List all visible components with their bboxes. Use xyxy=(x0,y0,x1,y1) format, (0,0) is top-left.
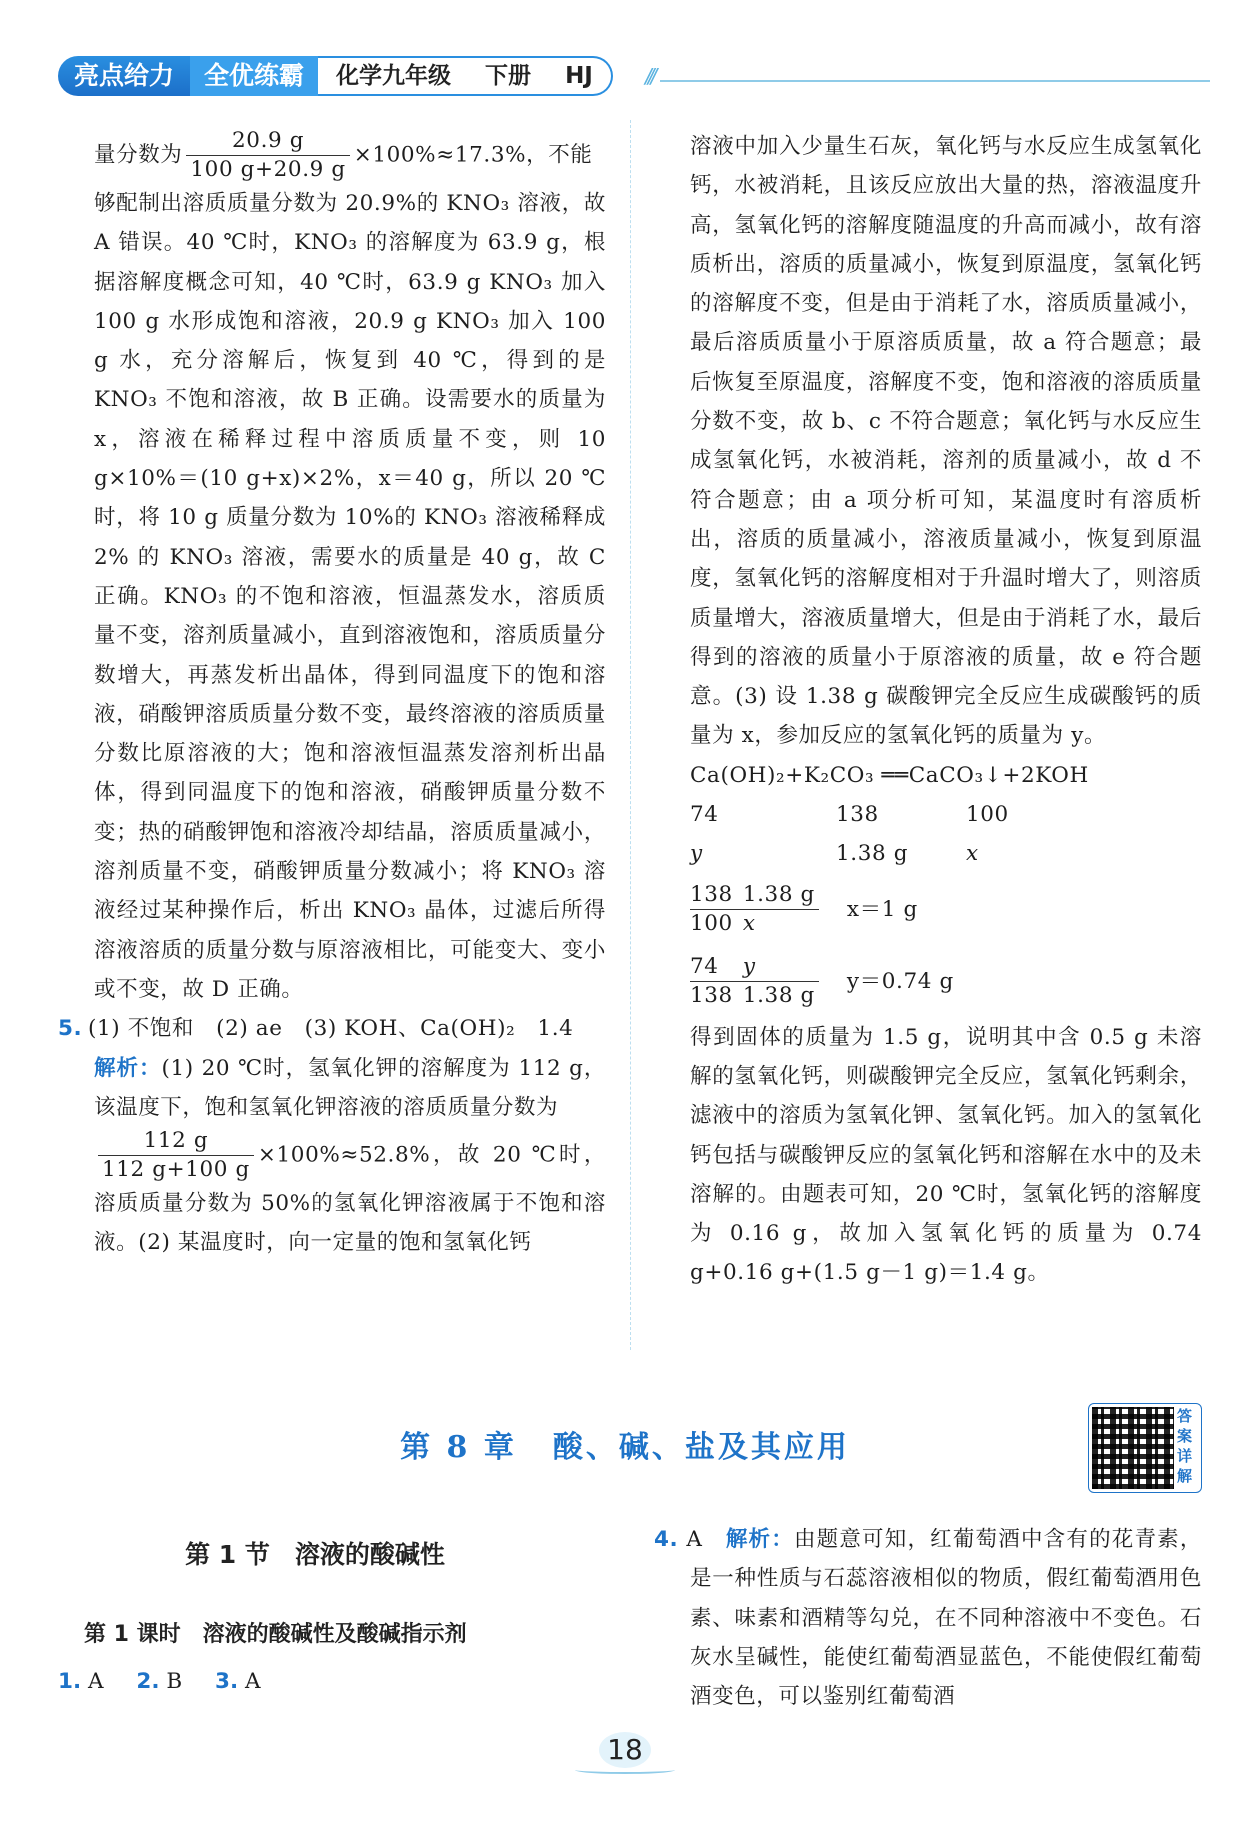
proportion-fractions xyxy=(690,953,819,1010)
answer-item xyxy=(136,1669,182,1694)
row-value: 74 xyxy=(690,802,719,828)
explanation-text: (1) 20 ℃时，氢氧化钾的溶解度为 112 g，该温度下，饱和氢氧化钾溶液的溶质质量分数为 xyxy=(94,1055,606,1120)
question-number: 3. xyxy=(215,1669,239,1694)
qr-label: 答案详解 xyxy=(1177,1407,1193,1485)
answer-item xyxy=(215,1669,261,1694)
numerator: 112 g xyxy=(98,1127,254,1156)
fraction-line xyxy=(94,127,606,184)
molar-mass-row xyxy=(690,795,1202,834)
explanation-paragraph: 溶液中加入少量生石灰，氧化钙与水反应生成氢氧化钙，水被消耗，且该反应放出大量的热，溶液温度升高，氢氧化钙的溶解度随温度的升高而减小，故有溶质析出，溶质的质量减小，恢复到原温度，氢氧化钙的溶解度不变，但是由于消耗了水，溶质质量减小，最后溶质质量小于原溶质质量，故 a 符合题意；最后恢复至原温度，溶解度不变，饱和溶液的溶质质量分数不变，故 b、c 不符合题意；氧化钙与水反应生成氢氧化钙，水被消耗，溶剂的质量减小，故 d 不符合题意；由 a 项分析可知，某温度时有溶质析出，溶质的质量减小，溶液质量减小，恢复到原温度，氢氧化钙的溶解度相对于升温时增大了，则溶质质量增大，溶液质量增大，但是由于消耗了水，最后得到的溶液的质量小于原溶液的质量，故 e 符合题意。(3) 设 1.38 g 碳酸钾完全反应生成碳酸钙的质量为 x，参加反应的氢氧化钙的质量为 y。 xyxy=(690,134,1202,749)
volume: 下册 xyxy=(485,63,532,89)
question-number: 4. xyxy=(654,1527,679,1552)
answer-value: A xyxy=(686,1527,703,1552)
answer-value: B xyxy=(166,1669,183,1694)
proportion-y xyxy=(690,946,1202,1018)
ratio-term: 100 xyxy=(690,911,733,937)
header-slash-icon: /// xyxy=(645,64,654,88)
page-number: 18 xyxy=(593,1728,657,1772)
ratio-term: 74 xyxy=(690,953,739,982)
text-segment: ×100%≈17.3%，不能 xyxy=(353,142,593,168)
question-5-answer xyxy=(58,1009,606,1048)
row-value: 100 xyxy=(966,802,1009,828)
row-value: y xyxy=(690,841,703,867)
denominator: 112 g+100 g xyxy=(102,1157,250,1183)
question-number: 1. xyxy=(58,1669,82,1694)
answer-value: A xyxy=(244,1669,261,1694)
fraction xyxy=(98,1127,254,1184)
explanation-text: 由题意可知，红葡萄酒中含有的花青素，是一种性质与石蕊溶液相似的物质，假红葡萄酒用色素、味素和酒精等勾兑，在不同种溶液中不变色。石灰水呈碱性，能使红葡萄酒显蓝色，不能使假红葡萄酒变色，可以鉴别红葡萄酒 xyxy=(690,1527,1202,1710)
answer-qr-code[interactable] xyxy=(1088,1403,1202,1493)
explanation-paragraph: 得到固体的质量为 1.5 g，说明其中含 0.5 g 未溶解的氢氧化钙，则碳酸钾完全反应，氢氧化钙剩余，滤液中的溶质为氢氧化钾、氢氧化钙。加入的氢氧化钙包括与碳酸钾反应的氢氧化钙和溶解在水中的及未溶解的。由题表可知，20 ℃时，氢氧化钙的溶解度为 0.16 g，故加入氢氧化钙的质量为 0.74 g+0.16 g+(1.5 g－1 g)＝1.4 g。 xyxy=(690,1024,1202,1286)
ratio-term: 138 xyxy=(690,881,739,910)
ratio-result: x＝1 g xyxy=(846,896,918,922)
ratio-term: x xyxy=(742,911,756,937)
subject-info xyxy=(318,56,613,96)
brand-subtitle: 全优练霸 xyxy=(190,56,318,96)
page-number-decoration xyxy=(575,1766,675,1774)
brand-name: 亮点给力 xyxy=(58,56,190,96)
right-column xyxy=(690,127,1202,1293)
answer-list xyxy=(58,1662,287,1701)
fraction xyxy=(186,127,349,184)
analysis-label: 解析： xyxy=(725,1527,794,1552)
column-divider xyxy=(630,120,631,1350)
question-4-explanation xyxy=(654,1520,1202,1716)
row-value: 1.38 g xyxy=(836,841,909,867)
ratio-term: 1.38 g xyxy=(739,881,819,910)
explanation-text: ×100%≈52.8%，故 20 ℃时，溶质质量分数为 50%的氢氧化钾溶液属于不饱和溶液。(2) 某温度时，向一定量的饱和氢氧化钙 xyxy=(94,1142,606,1256)
question-number: 5. xyxy=(58,1016,83,1042)
question-number: 2. xyxy=(136,1669,160,1694)
proportion-fractions xyxy=(690,881,819,938)
ratio-term: y xyxy=(739,953,819,982)
lesson-title: 第 1 课时 溶液的酸碱性及酸碱指示剂 xyxy=(84,1622,467,1647)
mass-row xyxy=(690,834,1202,873)
explanation-paragraph: 够配制出溶质质量分数为 20.9%的 KNO₃ 溶液，故 A 错误。40 ℃时，KNO₃ 的溶解度为 63.9 g，根据溶解度概念可知，40 ℃时，63.9 g KNO₃ 加入 100 g 水形成饱和溶液，20.9 g KNO₃ 加入 100 g 水，充分溶解后，恢复到 40 ℃，得到的是 KNO₃ 不饱和溶液，故 B 正确。设需要水的质量为 x，溶液在稀释过程中溶质质量不变，则 10 g×10%＝(10 g+x)×2%，x＝40 g，所以 20 ℃时，将 10 g 质量分数为 10%的 KNO₃ 溶液稀释成 2% 的 KNO₃ 溶液，需要水的质量是 40 g，故 C 正确。KNO₃ 的不饱和溶液，恒温蒸发水，溶质质量不变，溶剂质量减小，直到溶液饱和，溶质质量分数增大，再蒸发析出晶体，得到同温度下的饱和溶液，硝酸钾溶质质量分数不变，最终溶液的溶质质量分数比原溶液的大；饱和溶液恒温蒸发溶剂析出晶体，得到同温度下的饱和溶液，硝酸钾质量分数不变；热的硝酸钾饱和溶液冷却结晶，溶质质量减小，溶剂质量不变，硝酸钾质量分数减小；将 KNO₃ 溶液经过某种操作后，析出 KNO₃ 晶体，过滤后所得溶液溶质的质量分数与原溶液相比，可能变大、变小或不变，故 D 正确。 xyxy=(94,191,606,1002)
ratio-result: y＝0.74 g xyxy=(846,968,954,994)
qr-code-icon xyxy=(1092,1407,1174,1489)
subject-grade: 化学九年级 xyxy=(336,63,452,89)
answer-text: (1) 不饱和 (2) ae (3) KOH、Ca(OH)₂ 1.4 xyxy=(88,1016,574,1042)
question-5-explanation xyxy=(94,1049,606,1128)
row-value: 138 xyxy=(836,802,879,828)
section-title: 第 1 节 溶液的酸碱性 xyxy=(185,1540,445,1569)
denominator: 100 g+20.9 g xyxy=(190,157,346,182)
chapter-title xyxy=(0,1422,1250,1466)
numerator: 20.9 g xyxy=(186,127,349,156)
fraction-line xyxy=(94,1127,606,1263)
text-segment: 量分数为 xyxy=(94,142,183,168)
ratio-term: 138 xyxy=(690,983,733,1009)
answer-item xyxy=(58,1669,104,1694)
chemical-equation: Ca(OH)₂+K₂CO₃ ══CaCO₃↓+2KOH xyxy=(690,762,1089,788)
chapter-number: 第 8 章 xyxy=(400,1430,517,1465)
header-rule xyxy=(660,80,1210,82)
analysis-label: 解析： xyxy=(94,1055,162,1081)
answer-value: A xyxy=(87,1669,104,1694)
page-header xyxy=(58,56,613,96)
ratio-term: 1.38 g xyxy=(742,983,815,1009)
edition: HJ xyxy=(565,63,593,89)
row-value: x xyxy=(966,841,979,867)
proportion-x xyxy=(690,874,1202,946)
question-4-paragraph xyxy=(654,1520,1202,1716)
left-column xyxy=(58,127,606,1263)
chapter-name: 酸、碱、盐及其应用 xyxy=(552,1430,850,1465)
